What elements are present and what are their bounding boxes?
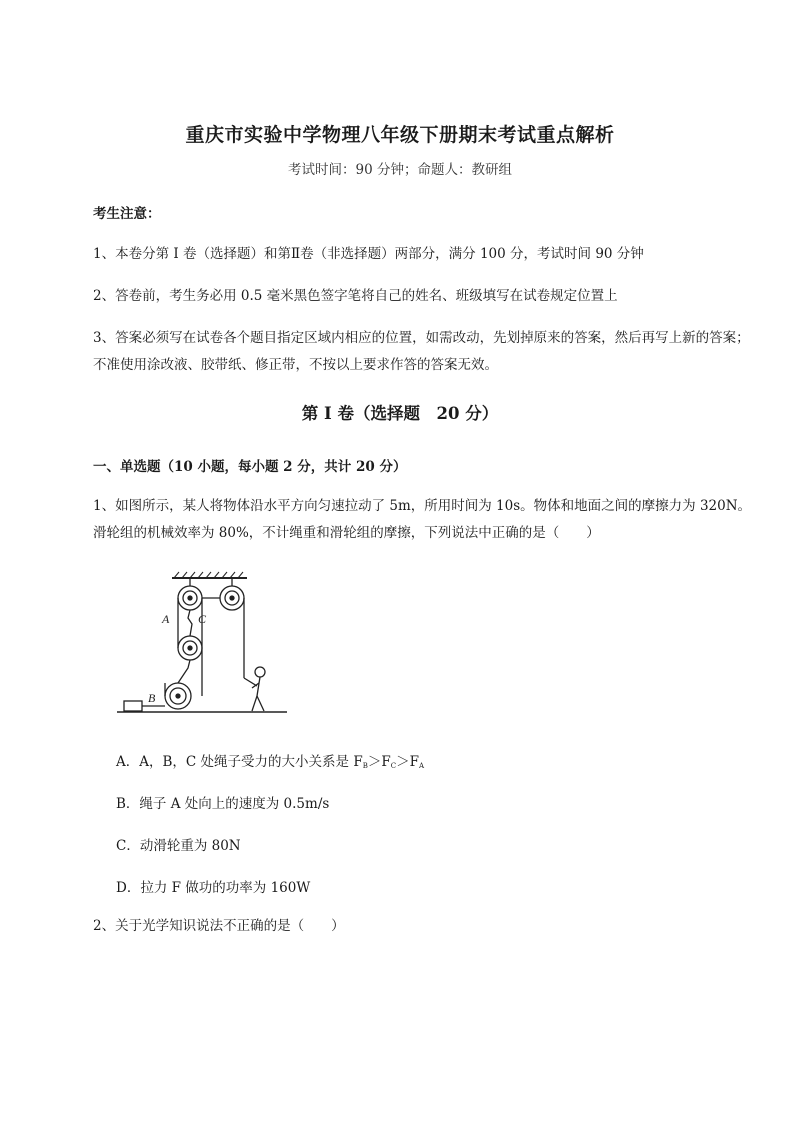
question-1-stem: 1、如图所示，某人将物体沿水平方向匀速拉动了 5m，所用时间为 10s。物体和地面之间的摩擦力为 320N。滑轮组的机械效率为 80%，不计绳重和滑轮组的摩擦，下列说法中正确的是（ ） bbox=[93, 498, 752, 541]
option-d: D．拉力 F 做功的功率为 160W bbox=[116, 880, 311, 896]
section-title: 第 I 卷（选择题 20 分） bbox=[301, 404, 499, 423]
exam-info: 考试时间：90 分钟；命题人：教研组 bbox=[288, 162, 512, 178]
label-a: A bbox=[162, 612, 170, 626]
notice-item-1: 1、本卷分第 I 卷（选择题）和第Ⅱ卷（非选择题）两部分，满分 100 分，考试时间 90 分钟 bbox=[93, 246, 644, 262]
notice-item-2: 2、答卷前，考生务必用 0.5 毫米黑色签字笔将自己的姓名、班级填写在试卷规定位置上 bbox=[93, 288, 618, 304]
option-c: C．动滑轮重为 80N bbox=[116, 838, 241, 854]
question-2-stem: 2、关于光学知识说法不正确的是（ ） bbox=[93, 918, 345, 934]
notice-item-3: 3、答案必须写在试卷各个题目指定区域内相应的位置，如需改动，先划掉原来的答案，然后再写上新的答案；不准使用涂改液、胶带纸、修正带，不按以上要求作答的答案无效。 bbox=[93, 330, 750, 373]
page-title: 重庆市实验中学物理八年级下册期末考试重点解析 bbox=[185, 124, 615, 146]
part-heading: 一、单选题（10 小题，每小题 2 分，共计 20 分） bbox=[93, 459, 407, 475]
label-c: C bbox=[198, 612, 207, 626]
notice-heading: 考生注意： bbox=[93, 206, 161, 222]
label-b: B bbox=[148, 691, 156, 705]
pulley-figure bbox=[112, 568, 322, 720]
option-a: A．A，B，C 处绳子受力的大小关系是 $F_B>F_C>F_A$ bbox=[116, 754, 425, 770]
option-b: B．绳子 A 处向上的速度为 0.5m/s bbox=[116, 796, 330, 812]
